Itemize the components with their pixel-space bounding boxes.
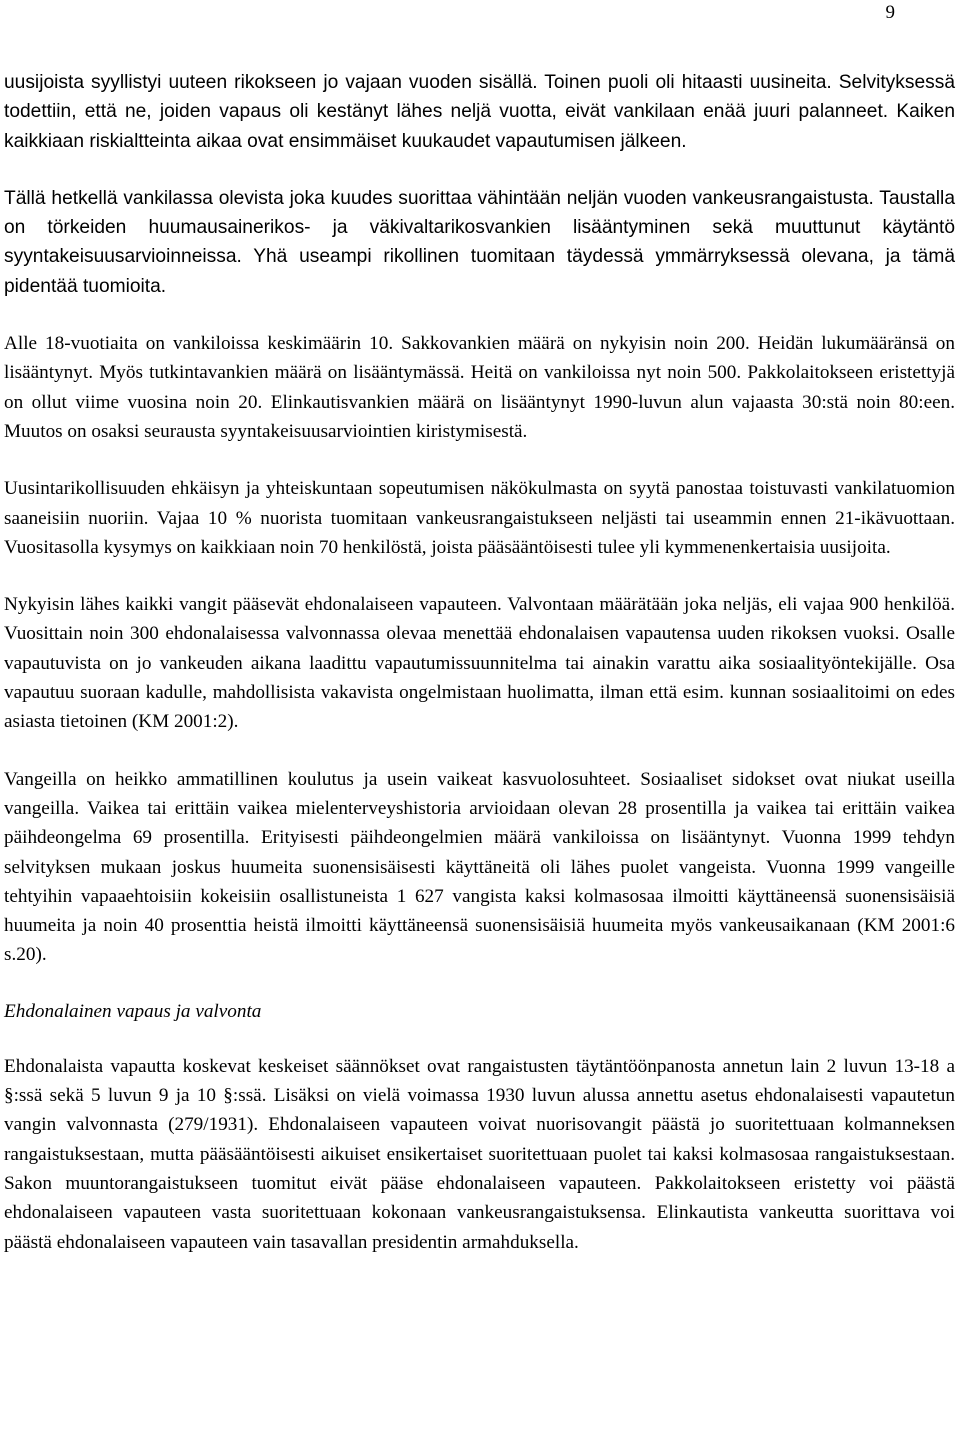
paragraph-recidivism-timing: uusijoista syyllistyi uuteen rikokseen jo vajaan vuoden sisällä. Toinen puoli oli hitaasti uusineita. Selvityksessä todettiin, että ne, joiden vapaus oli kestänyt lähes neljä vuotta, eivät vankilaan enää juuri palanneet. Kaiken kaikkiaan riskialtteinta aikaa ovat ensimmäiset kuukaudet vapautumisen jälkeen. xyxy=(4,72,955,152)
paragraph-parole-release: Nykyisin lähes kaikki vangit pääsevät ehdonalaiseen vapauteen. Valvontaan määrätään joka neljäs, eli vajaa 900 henkilöä. Vuosittain noin 300 ehdonalaisessa valvonnassa olevaa menettää ehdonalaisen vapautensa uuden rikoksen vuoksi. Osalle vapautuvista on jo vankeuden aikana laadittu vapautumissuunnitelma tai ainakin varattu aika sosiaalityöntekijälle. Osa vapautuu suoraan kadulle, mahdollisista vakavista ongelmistaan huolimatta, ilman että esim. kunnan sosiaalitoimi on edes asiasta tietoinen (KM 2001:2). xyxy=(4,594,955,733)
document-body xyxy=(4,68,955,1285)
paragraph-prisoner-background: Vangeilla on heikko ammatillinen koulutus ja usein vaikeat kasvuolosuhteet. Sosiaaliset sidokset ovat niukat useilla vangeilla. Vaikea tai erittäin vaikea mielenterveyshistoria arvioidaan olevan 28 prosentilla ja vaikea tai erittäin vaikea päihdeongelma 69 prosentilla. Erityisesti päihdeongelmien määrä vankiloissa on lisääntynyt. Vuonna 1999 tehdyn selvityksen mukaan joskus huumeita suonensisäisesti käyttäneitä oli lähes puolet vangeista. Vuonna 1999 vangeille tehtyihin vapaaehtoisiin kokeisiin osallistuneista 1 627 vangista kaksi kolmasosaa ilmoitti käyttäneensä suonensisäisiä huumeita ja noin 40 prosenttia heistä ilmoitti käyttäneensä suonensisäisiä huumeita myös vankeusaikanaan (KM 2001:6 s.20). xyxy=(4,768,955,966)
paragraph-parole-regulations: Ehdonalaista vapautta koskevat keskeiset säännökset ovat rangaistusten täytäntöönpanosta annetun lain 2 luvun 13-18 a §:ssä sekä 5 luvun 9 ja 10 §:ssä. Lisäksi on vielä voimassa 1930 luvun alussa annettu asetus ehdonalaisesti vapautetun vangin valvonnasta (279/1931). Ehdonalaiseen vapauteen voivat nuorisovangit päästä jo suoritettuaan kolmanneksen rangaistuksestaan, mutta pääsääntöisesti aikuiset ensikertaiset suoritettuaan puolet tai kaksi kolmasosaa rangaistuksestaan. Sakon muuntorangaistukseen tuomitut eivät pääse ehdonalaiseen vapauteen. Pakkolaitokseen eristetty voi päästä ehdonalaiseen vapauteen vasta suoritettuaan kokonaan vankeusrangaistuksensa. Elinkautista vankeutta suorittava voi päästä ehdonalaiseen vapauteen vain tasavallan presidentin armahduksella. xyxy=(4,1055,955,1253)
section-heading: Ehdonalainen vapaus ja valvonta xyxy=(4,1000,262,1022)
paragraph-young-offenders: Uusintarikollisuuden ehkäisyn ja yhteiskuntaan sopeutumisen näkökulmasta on syytä panostaa toistuvasti vankilatuomion saaneisiin nuoriin. Vajaa 10 % nuorista tuomitaan vankeusrangaistukseen neljästi tai useammin ennen 21-ikävuottaan. Vuositasolla kysymys on kaikkiaan noin 70 henkilöstä, joista pääsääntöisesti tulee yli kymmenenkertaisia uusijoita. xyxy=(4,478,955,558)
page-number: 9 xyxy=(885,2,895,23)
paragraph-prisoner-counts: Alle 18-vuotiaita on vankiloissa keskimäärin 10. Sakkovankien määrä on nykyisin noin 200. Heidän lukumääränsä on lisääntynyt. Myös tutkintavankien määrä on lisääntymässä. Heitä on vankiloissa nyt noin 500. Pakkolaitokseen eristettyjä on ollut viime vuosina noin 20. Elinkautisvankien määrä on lisääntynyt 1990-luvun alun vajaasta 30:stä noin 80:een. Muutos on osaksi seurausta syyntakeisuusarviointien kiristymisestä. xyxy=(4,333,955,442)
paragraph-long-sentences: Tällä hetkellä vankilassa olevista joka kuudes suorittaa vähintään neljän vuoden vankeusrangaistusta. Taustalla on törkeiden huumausainerikos- ja väkivaltarikosvankien lisääntyminen sekä muuttunut käytäntö syyntakeisuusarvioinneissa. Yhä useampi rikollinen tuomitaan täydessä ymmärryksessä olevana, ja tämä pidentää tuomioita. xyxy=(4,187,955,297)
